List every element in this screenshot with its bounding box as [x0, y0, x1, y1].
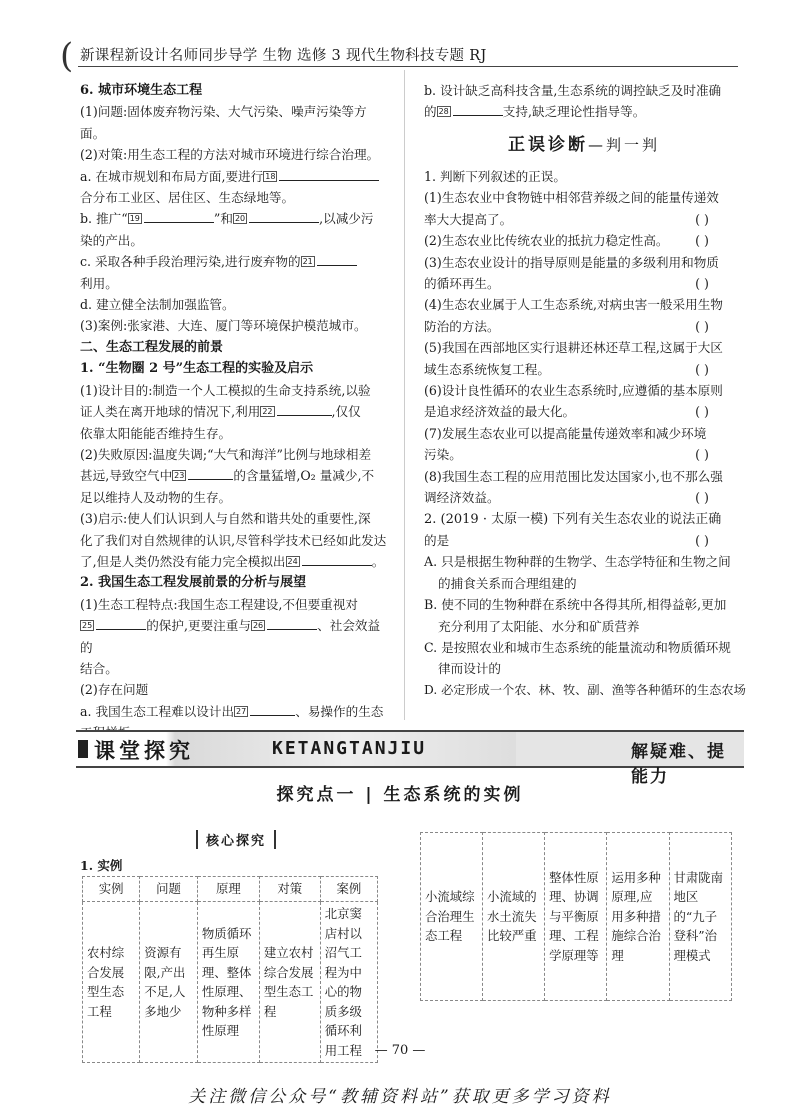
s2b-p1-mid: 的保护,更要注重与: [146, 618, 251, 634]
right-column: [424, 80, 732, 123]
s1-p1-l1: (1)设计目的:制造一个人工模拟的生命支持系统,以验: [80, 382, 371, 398]
table-cell: 物质循环再生原理、整体性原理、物种多样性原理: [197, 902, 259, 1063]
fill-blank[interactable]: [144, 209, 214, 223]
s1-p2-l3: 足以维持人及动物的生存。: [80, 489, 232, 505]
s2b-a: [80, 701, 390, 722]
banner-right-title: 解疑难、提能力: [631, 742, 726, 787]
s6-b: [80, 208, 390, 229]
b-l1: b. 设计缺乏高科技含量,生态系统的调控缺乏及时准确: [424, 83, 722, 98]
example-table-2: [420, 832, 732, 1001]
s6-a: [80, 166, 390, 187]
s1-p1-l2: [80, 401, 390, 422]
q1-4: (4)生态农业属于人工生态系统,对病虫害一般采用生物: [424, 297, 723, 313]
footer-note: 关注微信公众号“教辅资料站”获取更多学习资料: [188, 1087, 612, 1107]
blank-number: 25: [82, 621, 93, 631]
s1-p2-l1: (2)失败原因:温度失调;“大气和海洋”比例与地球相差: [80, 446, 372, 462]
blank-number: 26: [252, 621, 264, 631]
s2b-p2: (2)存在问题: [80, 682, 149, 698]
blank-number: 21: [302, 257, 313, 267]
table-cell: 运用多种原理,应用多种措施综合治理: [607, 833, 669, 1001]
banner-right-panel: [516, 730, 744, 787]
answer-paren[interactable]: ( ): [695, 211, 709, 227]
q1-7b: [424, 444, 732, 465]
q1-8b-text: 调经济效益。: [424, 490, 500, 506]
b-l2-pre: 的: [424, 104, 437, 120]
s1-p3-text: 了,但是人类仍然没有能力完全模拟出: [80, 553, 286, 569]
left-column: [80, 80, 390, 744]
column-divider: [404, 70, 405, 720]
s6-b-l2: 染的产出。: [80, 232, 143, 248]
s1-p1-text: 证人类在离开地球的情况下,利用: [80, 404, 261, 420]
fill-blank[interactable]: [96, 616, 146, 630]
table-cell: 整体性原理、协调与平衡原理、工程学原理等: [545, 833, 607, 1001]
fill-blank[interactable]: [267, 616, 317, 630]
sec1-title: 1. 实例: [80, 858, 123, 873]
q1-4b-text: 防治的方法。: [424, 318, 500, 334]
fill-blank[interactable]: [277, 402, 332, 416]
s6-q3: (3)案例:张家港、大连、厦门等环境保护模范城市。: [80, 318, 367, 334]
table-row: [83, 902, 378, 1063]
s2b-p1-l3: 结合。: [80, 660, 118, 676]
q1-5b: [424, 359, 732, 380]
s1-p3-post: 。: [371, 553, 385, 569]
s1-p2-text: 甚远,导致空气中: [80, 468, 173, 484]
table-cell: 北京窦店村以沼气工程为中心的物质多级循环利用工程: [320, 902, 377, 1063]
s2b-a-text: a. 我国生态工程难以设计出: [80, 703, 235, 719]
header-bracket: (: [60, 36, 74, 76]
q1-1b-text: 率大大提高了。: [424, 211, 513, 227]
q2-D[interactable]: D. 必定形成一个农、林、牧、副、渔等各种循环的生态农场: [424, 682, 746, 697]
blank-number: 22: [262, 407, 273, 417]
table-header-cell: 实例: [83, 877, 140, 902]
table-header-cell: 案例: [320, 877, 377, 902]
q1-7: (7)发展生态农业可以提高能量传递效率和减少环境: [424, 425, 707, 441]
zhengwu-main: 正误诊断: [508, 135, 588, 155]
answer-paren[interactable]: ( ): [695, 318, 709, 334]
blank-number: 28: [438, 107, 449, 117]
fill-blank[interactable]: [302, 552, 372, 566]
section-banner: [76, 730, 744, 787]
q1-5b-text: 域生态系统恢复工程。: [424, 361, 550, 377]
s6-c-text: c. 采取各种手段治理污染,进行废弃物的: [80, 254, 301, 270]
q2-l2-text: 的是: [424, 532, 450, 548]
page-number: — 70 —: [374, 1043, 426, 1058]
banner-main-title: 课堂探究: [94, 739, 194, 763]
point-title: 探究点一 | 生态系统的实例: [276, 785, 524, 805]
fill-blank[interactable]: [279, 167, 379, 181]
judge-section: [424, 166, 746, 701]
s2b-p1-l2: [80, 615, 390, 658]
table-cell: 资源有限,产出不足,人多地少: [140, 902, 198, 1063]
q1-7b-text: 污染。: [424, 447, 462, 463]
q1-8: (8)我国生态工程的应用范围比发达国家小,也不那么强: [424, 468, 723, 484]
q1-6: (6)设计良性循环的农业生态系统时,应遵循的基本原则: [424, 383, 723, 399]
s1-title: 1. “生物圈 2 号”生态工程的实验及启示: [80, 361, 314, 377]
q1-title: 1. 判断下列叙述的正误。: [424, 169, 566, 184]
answer-paren[interactable]: ( ): [695, 276, 709, 292]
q2-A1[interactable]: A. 只是根据生物种群的生物学、生态学特征和生物之间: [424, 554, 731, 570]
table-row: [421, 833, 732, 1001]
s2-title: 二、生态工程发展的前景: [80, 339, 224, 355]
answer-paren[interactable]: ( ): [695, 490, 709, 506]
q1-2-text: (2)生态农业比传统农业的抵抗力稳定性高。: [424, 233, 669, 249]
s1-p2-post: 的含量猛增,O₂ 量减少,不: [233, 468, 375, 484]
table-cell: 甘肃陇南地区的“九子登科”治理模式: [669, 833, 732, 1001]
s1-p2-l2: [80, 465, 390, 486]
answer-paren[interactable]: ( ): [695, 404, 709, 420]
s1-p3-l2: 化了我们对自然规律的认识,尽管科学技术已经如此发达: [80, 532, 387, 548]
q2-A2: 的捕食关系而合理组建的: [438, 575, 577, 591]
s1-p1-l3: 依靠太阳能能否维持生存。: [80, 425, 232, 441]
s6-q2: (2)对策:用生态工程的方法对城市环境进行综合治理。: [80, 147, 380, 163]
s1-p3-l3: [80, 551, 390, 572]
s2b-p1-post: 、社会效益的: [80, 618, 381, 655]
s1-p3-l1: (3)启示:使人们认识到人与自然和谐共处的重要性,深: [80, 511, 371, 527]
s6-q1: (1)问题:固体废弃物污染、大气污染、噪声污染等方面。: [80, 104, 367, 141]
q1-2: [424, 230, 732, 251]
q1-6b-text: 是追求经济效益的最大化。: [424, 404, 576, 420]
q1-1: (1)生态农业中食物链中相邻营养级之间的能量传递效: [424, 190, 719, 206]
table-header-cell: 问题: [140, 877, 198, 902]
fill-blank[interactable]: [188, 466, 233, 480]
answer-paren[interactable]: ( ): [695, 532, 709, 548]
s6-c: [80, 251, 390, 272]
q1-8b: [424, 487, 732, 508]
s6-b-mid: ”和: [213, 211, 233, 227]
q1-4b: [424, 316, 732, 337]
q2-C2: 律而设计的: [438, 661, 501, 677]
s6-c-l2: 利用。: [80, 275, 118, 291]
s6-b-post: ,以减少污: [319, 211, 374, 227]
zhengwu-sub: —判一判: [588, 136, 661, 154]
blank-number: 23: [174, 471, 185, 481]
fill-blank[interactable]: [453, 102, 503, 116]
blank-number: 27: [236, 706, 247, 716]
banner-english: KETANGTANJIU: [272, 738, 427, 759]
blank-number: 20: [234, 214, 246, 224]
answer-paren[interactable]: ( ): [695, 447, 709, 463]
s1-p1-post: ,仅仅: [331, 404, 361, 420]
b-l2: [424, 101, 732, 122]
blank-number: 24: [287, 556, 298, 566]
q1-3: (3)生态农业设计的指导原则是能量的多级利用和物质: [424, 254, 719, 270]
s6-d: d. 建立健全法制加强监管。: [80, 297, 235, 313]
page-header: 新课程新设计名师同步导学 生物 选修 3 现代生物科技专题 RJ: [80, 48, 487, 64]
q1-3b-text: 的循环再生。: [424, 276, 500, 292]
table-cell: 小流域综合治理生态工程: [421, 833, 483, 1001]
q1-6b: [424, 401, 732, 422]
table-cell: 小流域的水土流失比较严重: [483, 833, 545, 1001]
q1-5: (5)我国在西部地区实行退耕还林还草工程,这属于大区: [424, 340, 723, 356]
q1-3b: [424, 273, 732, 294]
s6-title: 6. 城市环境生态工程: [80, 83, 203, 98]
table-header-cell: 原理: [197, 877, 259, 902]
table-cell: 农村综合发展型生态工程: [83, 902, 140, 1063]
header-rule: [78, 66, 738, 67]
blank-number: 19: [129, 214, 140, 224]
q2-l1: 2. (2019 · 太原一模) 下列有关生态农业的说法正确: [424, 511, 722, 527]
q2-l2: [424, 530, 732, 551]
s2b-title: 2. 我国生态工程发展前景的分析与展望: [80, 575, 307, 591]
table-header-row: [83, 877, 378, 902]
answer-paren[interactable]: ( ): [695, 233, 709, 249]
s2b-p1-l1: (1)生态工程特点:我国生态工程建设,不但要重视对: [80, 596, 358, 612]
q2-B2: 充分利用了太阳能、水分和矿质营养: [438, 618, 640, 634]
example-table-1: [82, 876, 378, 1063]
s6-b-text: b. 推广“: [80, 211, 128, 227]
table-cell: 建立农村综合发展型生态工程: [259, 902, 320, 1063]
table-header-cell: 对策: [259, 877, 320, 902]
q2-B1[interactable]: B. 使不同的生物种群在系统中各得其所,相得益彰,更加: [424, 597, 727, 613]
banner-square-icon: [78, 740, 88, 758]
banner-left-panel: [76, 730, 526, 768]
q2-C1[interactable]: C. 是按照农业和城市生态系统的能量流动和物质循环规: [424, 639, 731, 655]
core-label: 核心探究: [196, 830, 276, 849]
fill-blank[interactable]: [249, 209, 319, 223]
blank-number: 18: [265, 171, 276, 181]
s6-a-l2: 合分布工业区、居住区、生态绿地等。: [80, 190, 295, 206]
answer-paren[interactable]: ( ): [695, 361, 709, 377]
s6-a-text: a. 在城市规划和布局方面,要进行: [80, 168, 264, 184]
fill-blank[interactable]: [317, 252, 357, 266]
s2b-a-post: 、易操作的生态: [295, 703, 384, 719]
b-l2-post: 支持,缺乏理论性指导等。: [502, 104, 646, 120]
fill-blank[interactable]: [250, 702, 295, 716]
q1-1b: [424, 209, 732, 230]
zhengwu-title: [508, 130, 660, 155]
